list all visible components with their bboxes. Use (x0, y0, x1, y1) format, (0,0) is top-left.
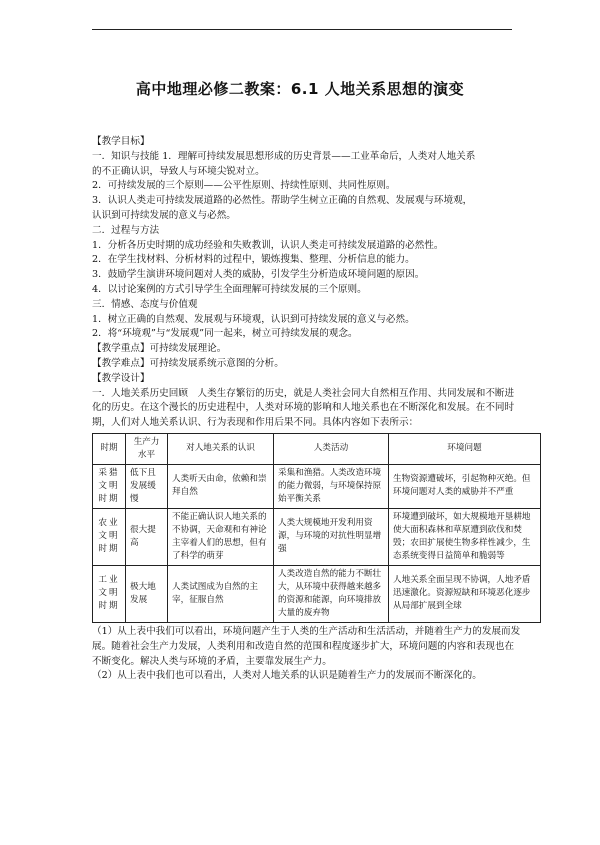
table-row (93, 508, 541, 565)
cell-env-problem: 生物资源遭破坏，引起物种灭绝。但环境问题对人类的威胁并不严重 (389, 464, 541, 508)
cell-period: 采猎文明时期 (93, 464, 126, 508)
header-cognition: 对人地关系的认识 (168, 433, 274, 464)
cell-period: 农业文明时期 (93, 508, 126, 565)
header-env-problem: 环境问题 (389, 433, 541, 464)
process-item-2: 2．在学生找材料、分析材料的过程中，锻炼搜集、整理、分析信息的能力。 (92, 254, 415, 266)
difficulty: 【教学难点】可持续发展系统示意图的分析。 (92, 357, 284, 369)
emotion-item-1: 1．树立正确的自然观、发展观与环境观，认识到可持续发展的意义与必然。 (92, 313, 415, 325)
cell-cognition: 人类听天由命，依赖和崇拜自然 (168, 464, 274, 508)
goals-heading: 【教学目标】 (92, 136, 150, 147)
cell-period: 工业文明时期 (93, 565, 126, 622)
process-item-1: 1．分析各历史时期的成功经验和失败教训，认识人类走可持续发展道路的必然性。 (92, 239, 444, 251)
cell-env-problem: 环境遭到破坏，如大规模地开垦耕地使大面积森林和草原遭到砍伐和焚毁；农田扩展使生物多样性减少，生态系统变得日益简单和脆弱等 (389, 508, 541, 565)
cell-activity: 采集和渔猎。人类改造环境的能力微弱，与环境保持原始平衡关系 (274, 464, 389, 508)
design-heading: 【教学设计】 (92, 372, 150, 384)
key-point: 【教学重点】可持续发展理论。 (92, 343, 227, 355)
process-item-3: 3．鼓励学生演讲环境问题对人类的威胁，引发学生分析造成环境问题的原因。 (92, 269, 425, 281)
conclusion-1: （1）从上表中我们可以看出，环境问题产生于人类的生产活动和生活活动，并随着生产力的发展而发展。随着社会生产力发展，人类利用和改造自然的范围和程度逐步扩大，环境问题的内容和表现也在不断变化。解决人类与环境的矛盾，主要靠发展生产力。 (92, 625, 521, 667)
table-row (93, 464, 541, 508)
goal-2: 2．可持续发展的三个原则——公平性原则、持续性原则、共同性原则。 (92, 180, 396, 192)
header-rule (92, 29, 512, 30)
process-item-4: 4．以讨论案例的方式引导学生全面理解可持续发展的三个原则。 (92, 283, 367, 295)
goal-3-line-1: 3．认识人类走可持续发展道路的必然性。帮助学生树立正确的自然观、发展观与环境观， (92, 195, 473, 207)
cell-productivity: 极大地发展 (126, 565, 168, 622)
cell-activity: 人类改造自然的能力不断壮大，从环境中获得越来越多的资源和能源，向环境排放大量的废弃物 (274, 565, 389, 622)
page-title: 高中地理必修二教案：6.1 人地关系思想的演变 (135, 80, 465, 98)
conclusion-2: （2）从上表中我们也可以看出，人类对人地关系的认识是随着生产力的发展而不断深化的。 (92, 670, 482, 682)
process-heading: 二．过程与方法 (92, 224, 160, 236)
intro-paragraph: 一．人地关系历史回顾 人类生存繁衍的历史，就是人类社会同大自然相互作用、共同发展和不断进化的历史。在这个漫长的历史进程中，人类对环境的影响和人地关系也在不断深化和发展。在不同时期，人们对人地关系认识、行为表现和作用后果不同。具体内容如下表所示： (92, 387, 515, 429)
cell-cognition: 人类试图成为自然的主宰，征服自然 (168, 565, 274, 622)
emotion-item-2: 2．将“环境观”与“发展观”同一起来，树立可持续发展的观念。 (92, 328, 358, 340)
emotion-heading: 三．情感、态度与价值观 (92, 298, 198, 310)
goal-1-line-2: 的不正确认识，导致人与环境尖锐对立。 (92, 165, 265, 177)
header-period: 时期 (93, 433, 126, 464)
cell-cognition: 不能正确认识人地关系的不协调，天命观和有神论主宰着人们的思想，但有了科学的萌芽 (168, 508, 274, 565)
cell-productivity: 低下且发展缓慢 (126, 464, 168, 508)
table-header-row (93, 433, 541, 464)
goal-1-line-1: 一．知识与技能 1．理解可持续发展思想形成的历史背景——工业革命后，人类对人地关系 (92, 150, 476, 162)
table-row (93, 565, 541, 622)
relationship-table (92, 433, 541, 623)
document-body (92, 135, 531, 684)
header-activity: 人类活动 (274, 433, 389, 464)
header-productivity: 生产力水平 (126, 433, 168, 464)
goal-3-line-2: 认识到可持续发展的意义与必然。 (92, 209, 236, 221)
cell-productivity: 很大提高 (126, 508, 168, 565)
cell-env-problem: 人地关系全面呈现不协调，人地矛盾迅速激化。资源短缺和环境恶化逐步从局部扩展到全球 (389, 565, 541, 622)
cell-activity: 人类大规模地开发利用资源，与环境的对抗性明显增强 (274, 508, 389, 565)
